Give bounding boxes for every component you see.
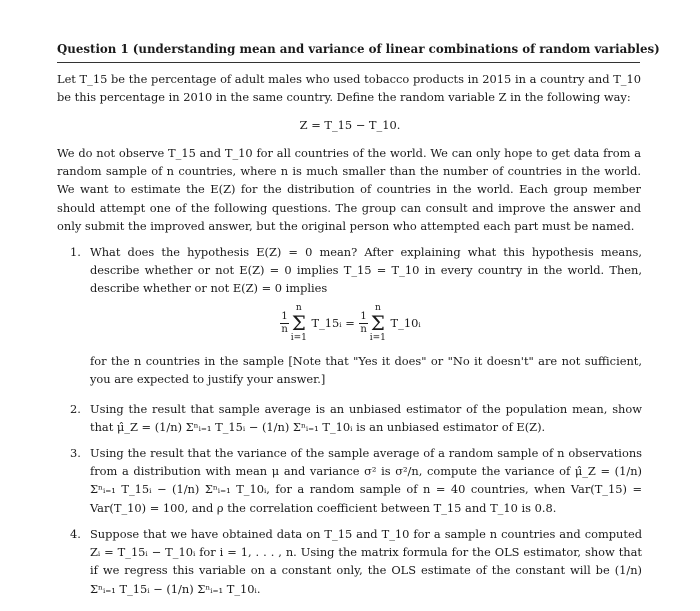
item-number: 2. <box>70 402 81 416</box>
z-definition: Z = T_15 − T_10. <box>299 118 401 132</box>
list-item <box>70 525 642 598</box>
item-text: Suppose that we have obtained data on T_15 and T_10 for a sample n countries and computed Zᵢ = T_15ᵢ − T_10ᵢ for i = 1, . . . , n. Using the matrix formula for the OLS estimator, show that if we regress this variable on a constant only, the OLS estimate of the constant will be (1/n) Σⁿᵢ₌₁ T_15ᵢ − (1/n) Σⁿᵢ₌₁ T_10ᵢ. <box>90 527 642 596</box>
question-heading: Question 1 (understanding mean and variance of linear combinations of random variables) <box>57 42 660 56</box>
item-number: 3. <box>70 446 81 460</box>
list-item-continuation <box>70 352 642 388</box>
fraction: $\frac{1}{n}$ <box>281 310 288 335</box>
item-text: What does the hypothesis E(Z) = 0 mean? After explaining what this hypothesis means, describe whether or not E(Z) = 0 implies T_15 = T_10 in every country in the world. Then, describe whether or not E(Z) = 0 implies <box>90 245 642 296</box>
sum-equation <box>0 303 700 347</box>
list-item <box>70 444 642 517</box>
equation-left-term: T_15ᵢ = <box>311 315 355 330</box>
item-text: for the n countries in the sample [Note that "Yes it does" or "No it doesn't" are not sufficient, you are expected to justify your answer.] <box>90 354 642 387</box>
item-number: 1. <box>70 245 81 259</box>
summation-symbol: n Σ i=1 <box>369 303 386 343</box>
list-item <box>70 400 642 436</box>
heading-underline <box>57 62 640 63</box>
list-item <box>70 243 642 298</box>
item-number: 4. <box>70 527 81 541</box>
summation-symbol: n Σ i=1 <box>290 303 307 343</box>
fraction: $\frac{1}{n}$ <box>360 310 367 335</box>
item-text: Using the result that the variance of the sample average of a random sample of n observations from a distribution with mean μ and variance σ² is σ²/n, compute the variance of μ̂_Z = (1/n) Σⁿᵢ₌₁ T_15ᵢ − (1/n) Σⁿᵢ₌₁ T_10ᵢ, for a random sample of n = 40 countries, when Var(T_15) = Var(T_10) = 100, and ρ the correlation coefficient between T_15 and T_10 is 0.8. <box>90 446 642 515</box>
equation-right-term: T_10ᵢ <box>390 315 421 330</box>
intro-paragraph: Let T_15 be the percentage of adult males who used tobacco products in 2015 in a country and T_10 be this percentage in 2010 in the same country. Define the random variable Z in the following way: <box>57 72 641 105</box>
item-text: Using the result that sample average is an unbiased estimator of the population mean, show that μ̂_Z = (1/n) Σⁿᵢ₌₁ T_15ᵢ − (1/n) Σⁿᵢ₌₁ T_10ᵢ is an unbiased estimator of E(Z). <box>90 402 642 435</box>
context-paragraph: We do not observe T_15 and T_10 for all countries of the world. We can only hope to get data from a random sample of n countries, where n is much smaller than the number of countries in the world. We want to estimate the E(Z) for the distribution of countries in the world. Each group member should attempt one of the following questions. The group can consult and improve the answer and only submit the improved answer, but the original person who attempted each part must be named. <box>57 146 641 233</box>
